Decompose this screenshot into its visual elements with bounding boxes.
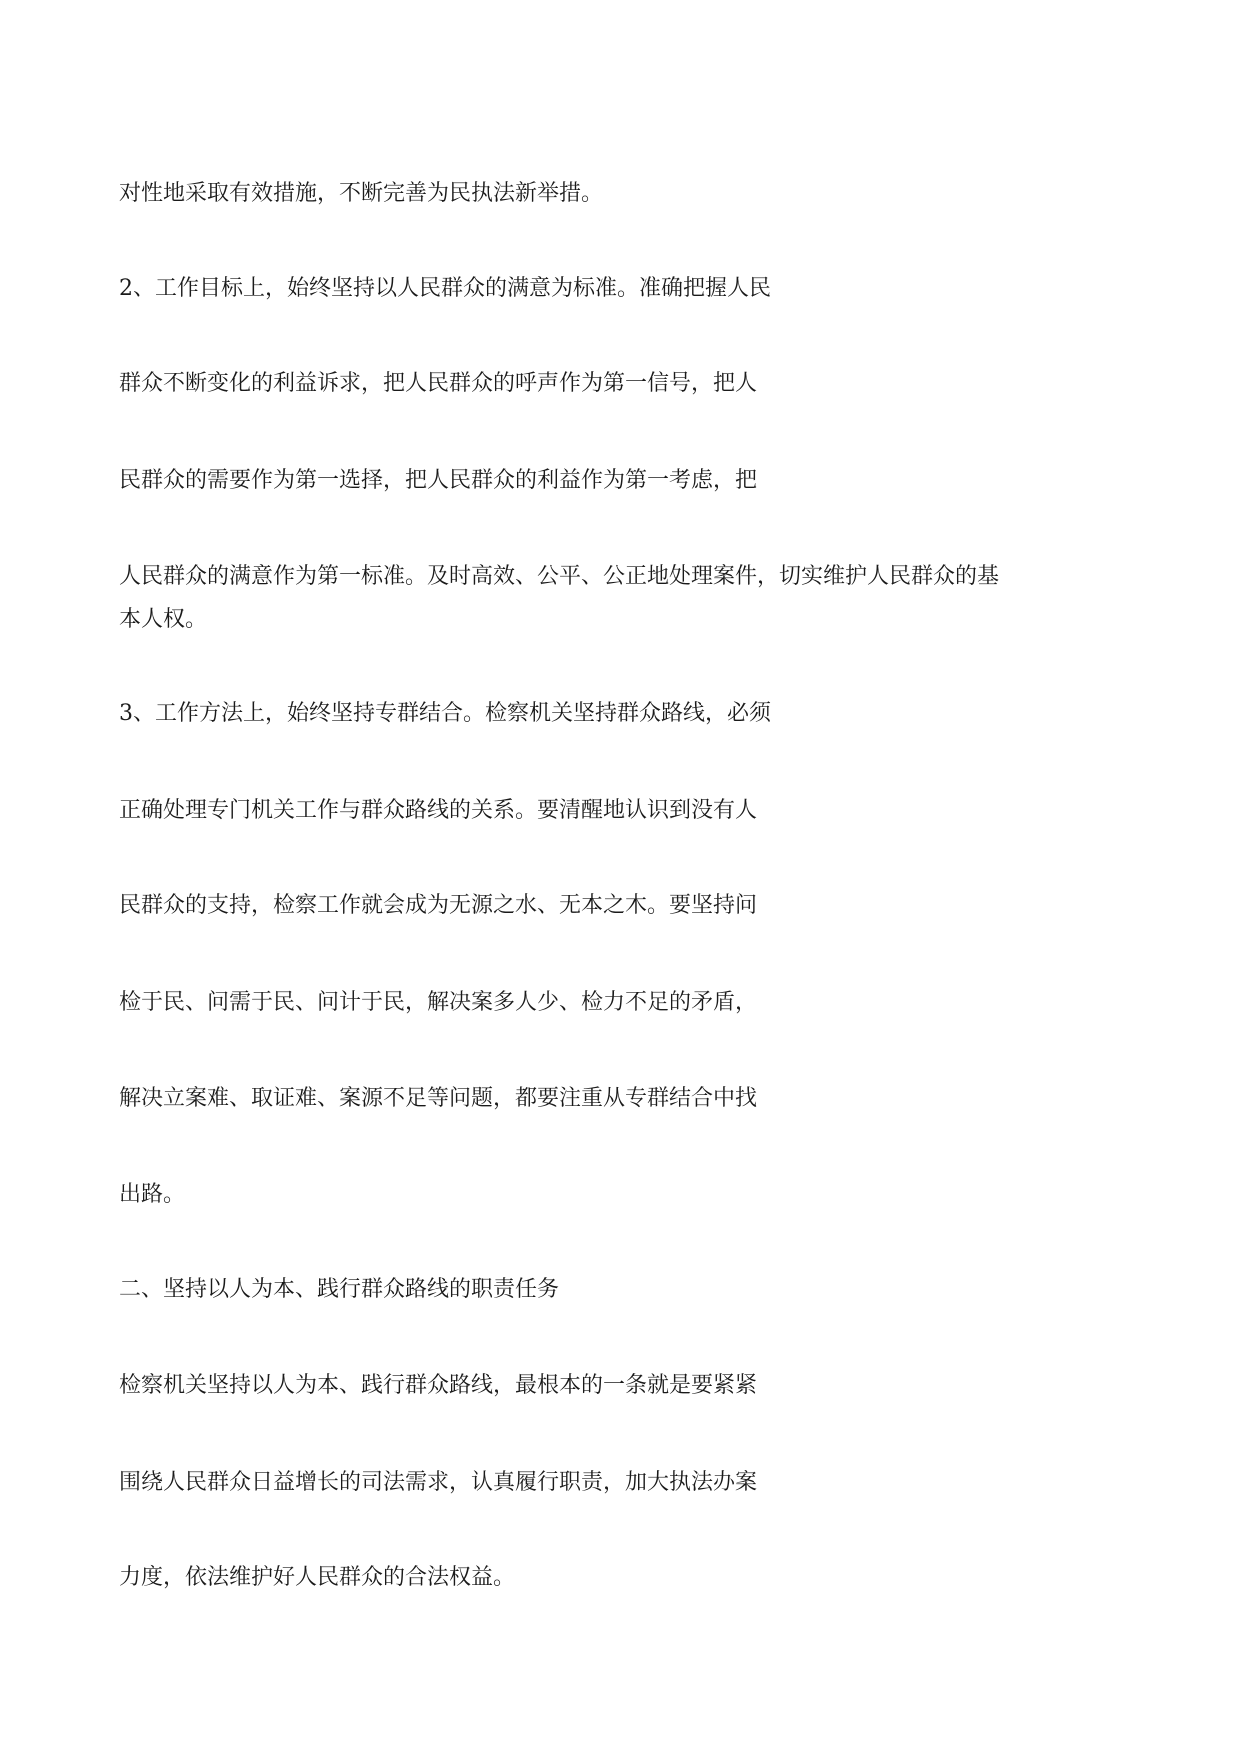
body-text-line: 出路。	[119, 1182, 186, 1207]
body-text-line: 民群众的支持，检察工作就会成为无源之水、无本之木。要坚持问	[119, 893, 758, 918]
body-text-line: 群众不断变化的利益诉求，把人民群众的呼声作为第一信号，把人	[119, 371, 758, 396]
body-text-line: 解决立案难、取证难、案源不足等问题，都要注重从专群结合中找	[119, 1086, 758, 1111]
body-text-line: 民群众的需要作为第一选择，把人民群众的利益作为第一考虑，把	[119, 468, 758, 493]
list-item-2-line: 2、工作目标上，始终坚持以人民群众的满意为标准。准确把握人民	[119, 276, 771, 301]
body-text-line: 力度，依法维护好人民群众的合法权益。	[119, 1565, 516, 1590]
body-text-line: 检于民、问需于民、问计于民，解决案多人少、检力不足的矛盾，	[119, 990, 758, 1015]
list-item-3-line: 3、工作方法上，始终坚持专群结合。检察机关坚持群众路线，必须	[119, 701, 771, 726]
body-text-line: 正确处理专门机关工作与群众路线的关系。要清醒地认识到没有人	[119, 798, 758, 823]
body-text-line: 围绕人民群众日益增长的司法需求，认真履行职责，加大执法办案	[119, 1470, 758, 1495]
section-heading: 二、坚持以人为本、践行群众路线的职责任务	[119, 1277, 560, 1302]
body-text-line: 检察机关坚持以人为本、践行群众路线，最根本的一条就是要紧紧	[119, 1373, 758, 1398]
body-text-line: 人民群众的满意作为第一标准。及时高效、公平、公正地处理案件，切实维护人民群众的基	[119, 564, 1000, 589]
body-text-line: 本人权。	[119, 607, 208, 632]
body-text-line: 对性地采取有效措施，不断完善为民执法新举措。	[119, 181, 604, 206]
